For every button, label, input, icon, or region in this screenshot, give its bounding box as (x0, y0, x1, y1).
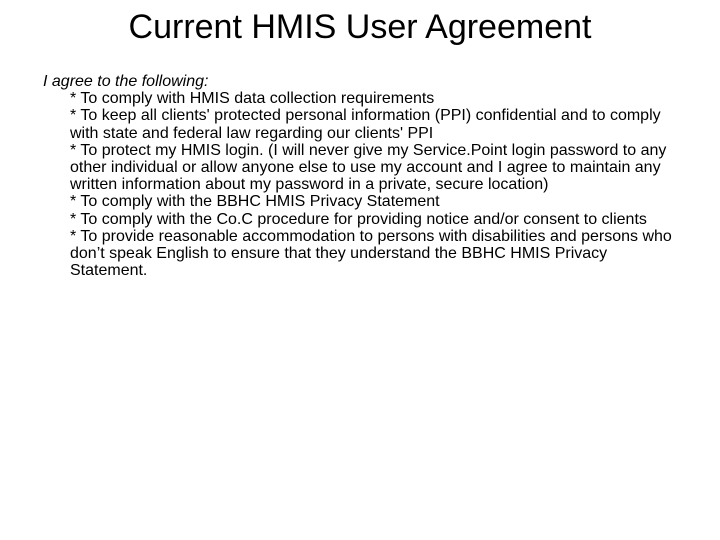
list-item: * To comply with the BBHC HMIS Privacy Statement (70, 193, 440, 211)
list-item: * To provide reasonable accommodation to persons with disabilities and persons who don’t speak English to ensure that they understand the BBHC HMIS Privacy Statement. (70, 227, 672, 280)
agreement-body (43, 73, 683, 279)
list-item: * To protect my HMIS login. (I will never give my Service.Point login password to any other individual or allow anyone else to use my account and I agree to maintain any written information about my password in a private, secure location) (70, 141, 667, 194)
page-title: Current HMIS User Agreement (128, 8, 592, 46)
list-item: * To comply with HMIS data collection requirements (70, 90, 435, 108)
list-item: * To keep all clients' protected personal information (PPI) confidential and to comply with state and federal law regarding our clients' PPI (70, 107, 661, 142)
agreement-intro: I agree to the following: (43, 73, 209, 90)
list-item: * To comply with the Co.C procedure for providing notice and/or consent to clients (70, 210, 647, 228)
agreement-list (43, 90, 683, 279)
